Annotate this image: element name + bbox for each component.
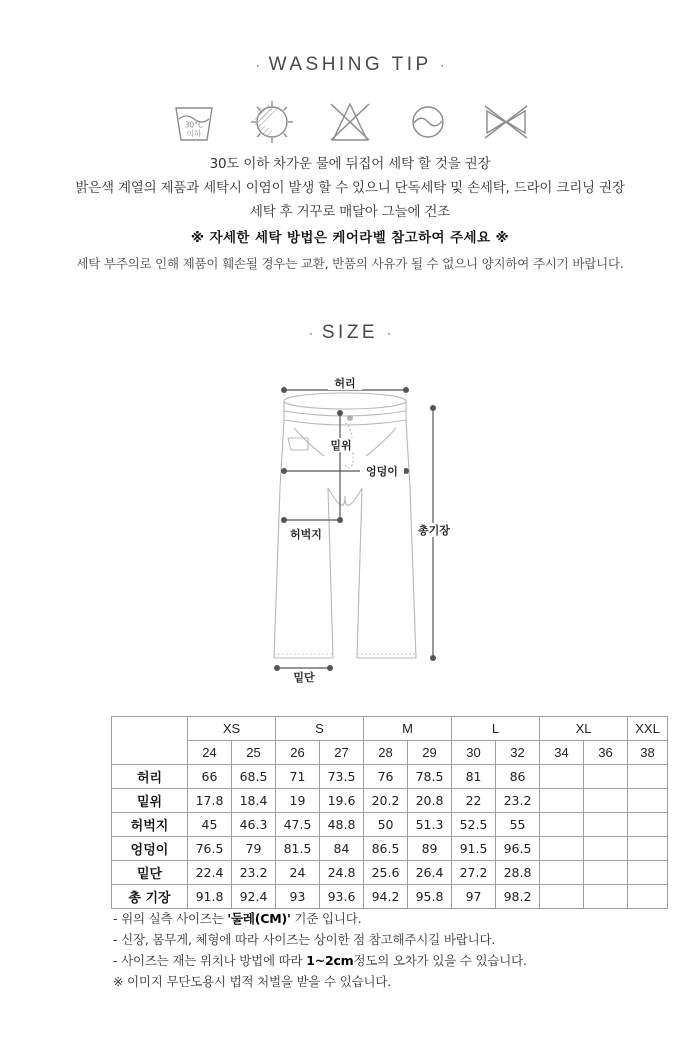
cell-rise-28: 20.2	[364, 789, 408, 813]
cell-waist-28: 76	[364, 765, 408, 789]
cell-hem-32: 28.8	[496, 861, 540, 885]
cell-waist-38	[628, 765, 668, 789]
cell-hip-36	[584, 837, 628, 861]
size-num-34: 34	[540, 741, 584, 765]
footnote-1-bold: '둘레(CM)'	[227, 911, 291, 926]
row-label-hem: 밑단	[112, 861, 188, 885]
heading-dot-left: ·	[255, 57, 260, 73]
no-tumble-dry-icon	[244, 96, 300, 148]
table-row	[112, 789, 668, 813]
cell-hem-26: 24	[276, 861, 320, 885]
wash-30-icon	[166, 96, 222, 148]
footnote-1-suffix: 기준 입니다.	[290, 911, 362, 926]
wash-temp-sublabel: 이하	[186, 129, 202, 138]
footnote-4-prefix: ※ 이미지 무단도용시 법적 처벌을 받을 수 있습니다.	[113, 974, 391, 989]
cell-thigh-29: 51.3	[408, 813, 452, 837]
cell-waist-34	[540, 765, 584, 789]
cell-rise-24: 17.8	[188, 789, 232, 813]
washing-description	[0, 152, 700, 276]
cell-total-28: 94.2	[364, 885, 408, 909]
size-group-s: S	[276, 717, 364, 741]
cell-hip-27: 84	[320, 837, 364, 861]
cell-total-36	[584, 885, 628, 909]
size-num-29: 29	[408, 741, 452, 765]
size-num-30: 30	[452, 741, 496, 765]
size-num-27: 27	[320, 741, 364, 765]
cell-hip-28: 86.5	[364, 837, 408, 861]
cell-hip-34	[540, 837, 584, 861]
footnote-1-prefix: - 위의 실측 사이즈는	[113, 911, 228, 926]
washing-line-2: 밝은색 계열의 제품과 세탁시 이염이 발생 할 수 있으니 단독세탁 및 손세탁, 드라이 크리닝 권장	[75, 180, 625, 196]
washing-tip-title-text: WASHING TIP	[268, 54, 432, 75]
cell-rise-25: 18.4	[232, 789, 276, 813]
cell-thigh-27: 48.8	[320, 813, 364, 837]
row-label-rise: 밑위	[112, 789, 188, 813]
cell-thigh-36	[584, 813, 628, 837]
footnote-1	[113, 908, 613, 929]
cell-hip-25: 79	[232, 837, 276, 861]
size-group-xs: XS	[188, 717, 276, 741]
cell-total-24: 91.8	[188, 885, 232, 909]
footnote-3	[113, 950, 613, 971]
footnote-2	[113, 929, 613, 950]
size-group-header-row	[112, 717, 668, 741]
cell-rise-26: 19	[276, 789, 320, 813]
row-label-waist: 허리	[112, 765, 188, 789]
label-thigh: 허벅지	[290, 528, 322, 541]
cell-hem-27: 24.8	[320, 861, 364, 885]
size-table-corner	[112, 717, 188, 765]
dry-flat-icon	[400, 96, 456, 148]
cell-hem-28: 25.6	[364, 861, 408, 885]
size-table-container	[111, 716, 660, 909]
cell-hip-29: 89	[408, 837, 452, 861]
washing-line-1: 30도 이하 차가운 물에 뒤집어 세탁 할 것을 권장	[209, 156, 491, 172]
cell-thigh-38	[628, 813, 668, 837]
size-title-text: SIZE	[321, 322, 379, 343]
size-num-26: 26	[276, 741, 320, 765]
cell-hip-30: 91.5	[452, 837, 496, 861]
row-label-hip: 엉덩이	[112, 837, 188, 861]
size-group-l: L	[452, 717, 540, 741]
table-row	[112, 813, 668, 837]
size-heading-dot-left: ·	[308, 325, 314, 341]
cell-waist-29: 78.5	[408, 765, 452, 789]
footnote-3-prefix: - 사이즈는 재는 위치나 방법에 따라	[113, 953, 307, 968]
size-num-36: 36	[584, 741, 628, 765]
size-group-xl: XL	[540, 717, 628, 741]
size-heading-dot-right: ·	[386, 325, 392, 341]
cell-total-38	[628, 885, 668, 909]
size-table	[111, 716, 668, 909]
size-group-xxl: XXL	[628, 717, 668, 741]
size-heading	[0, 322, 700, 344]
label-hip: 엉덩이	[366, 465, 398, 478]
cell-waist-24: 66	[188, 765, 232, 789]
size-table-head	[112, 717, 668, 765]
cell-hip-32: 96.5	[496, 837, 540, 861]
cell-hem-38	[628, 861, 668, 885]
cell-waist-32: 86	[496, 765, 540, 789]
cell-hem-25: 23.2	[232, 861, 276, 885]
cell-rise-30: 22	[452, 789, 496, 813]
cell-rise-34	[540, 789, 584, 813]
cell-thigh-30: 52.5	[452, 813, 496, 837]
cell-total-34	[540, 885, 584, 909]
size-footnotes	[113, 908, 613, 992]
cell-waist-25: 68.5	[232, 765, 276, 789]
cell-waist-27: 73.5	[320, 765, 364, 789]
label-total-length: 총기장	[418, 524, 450, 537]
footnote-3-suffix: 정도의 오차가 있을 수 있습니다.	[353, 953, 527, 968]
size-num-32: 32	[496, 741, 540, 765]
cell-total-29: 95.8	[408, 885, 452, 909]
footnote-3-bold: 1~2cm	[306, 953, 354, 968]
footnote-4	[113, 971, 613, 992]
cell-hem-30: 27.2	[452, 861, 496, 885]
row-label-thigh: 허벅지	[112, 813, 188, 837]
table-row	[112, 861, 668, 885]
cell-thigh-28: 50	[364, 813, 408, 837]
heading-dot-right: ·	[440, 57, 445, 73]
pants-diagram-svg	[250, 368, 470, 708]
cell-rise-36	[584, 789, 628, 813]
table-row	[112, 837, 668, 861]
cell-hem-36	[584, 861, 628, 885]
table-row	[112, 885, 668, 909]
cell-waist-36	[584, 765, 628, 789]
label-waist: 허리	[334, 377, 356, 390]
wash-temp-label: 30°C	[184, 120, 204, 130]
no-wring-icon	[478, 96, 534, 148]
cell-waist-30: 81	[452, 765, 496, 789]
cell-thigh-26: 47.5	[276, 813, 320, 837]
cell-hip-24: 76.5	[188, 837, 232, 861]
label-rise: 밑위	[330, 439, 352, 452]
cell-total-26: 93	[276, 885, 320, 909]
cell-hip-26: 81.5	[276, 837, 320, 861]
cell-total-27: 93.6	[320, 885, 364, 909]
cell-total-30: 97	[452, 885, 496, 909]
rise-secondary-point	[347, 415, 353, 421]
washing-care-label-notice: ※ 자세한 세탁 방법은 케어라벨 참고하여 주세요 ※	[190, 230, 510, 246]
no-bleach-icon	[322, 96, 378, 148]
cell-total-25: 92.4	[232, 885, 276, 909]
washing-line-3: 세탁 후 거꾸로 매달아 그늘에 건조	[249, 204, 451, 220]
cell-hem-29: 26.4	[408, 861, 452, 885]
cell-thigh-24: 45	[188, 813, 232, 837]
cell-thigh-25: 46.3	[232, 813, 276, 837]
footnote-2-prefix: - 신장, 몸무게, 체형에 따라 사이즈는 상이한 점 참고해주시길 바랍니다.	[113, 932, 496, 947]
cell-total-32: 98.2	[496, 885, 540, 909]
size-num-24: 24	[188, 741, 232, 765]
cell-thigh-34	[540, 813, 584, 837]
cell-rise-27: 19.6	[320, 789, 364, 813]
size-num-25: 25	[232, 741, 276, 765]
row-label-total-length: 총 기장	[112, 885, 188, 909]
label-hem: 밑단	[293, 671, 315, 684]
cell-rise-29: 20.8	[408, 789, 452, 813]
size-num-38: 38	[628, 741, 668, 765]
size-number-header-row	[112, 741, 668, 765]
cell-hip-38	[628, 837, 668, 861]
cell-rise-32: 23.2	[496, 789, 540, 813]
cell-waist-26: 71	[276, 765, 320, 789]
cell-rise-38	[628, 789, 668, 813]
table-row	[112, 765, 668, 789]
size-num-28: 28	[364, 741, 408, 765]
pants-measurement-diagram	[250, 368, 470, 708]
washing-tip-heading	[0, 54, 700, 76]
cell-hem-34	[540, 861, 584, 885]
size-table-body	[112, 765, 668, 909]
size-group-m: M	[364, 717, 452, 741]
cell-hem-24: 22.4	[188, 861, 232, 885]
washing-icon-row	[0, 96, 700, 148]
washing-disclaimer: 세탁 부주의로 인해 제품이 훼손될 경우는 교환, 반품의 사유가 될 수 없으니 양지하여 주시기 바랍니다.	[76, 256, 624, 271]
cell-thigh-32: 55	[496, 813, 540, 837]
